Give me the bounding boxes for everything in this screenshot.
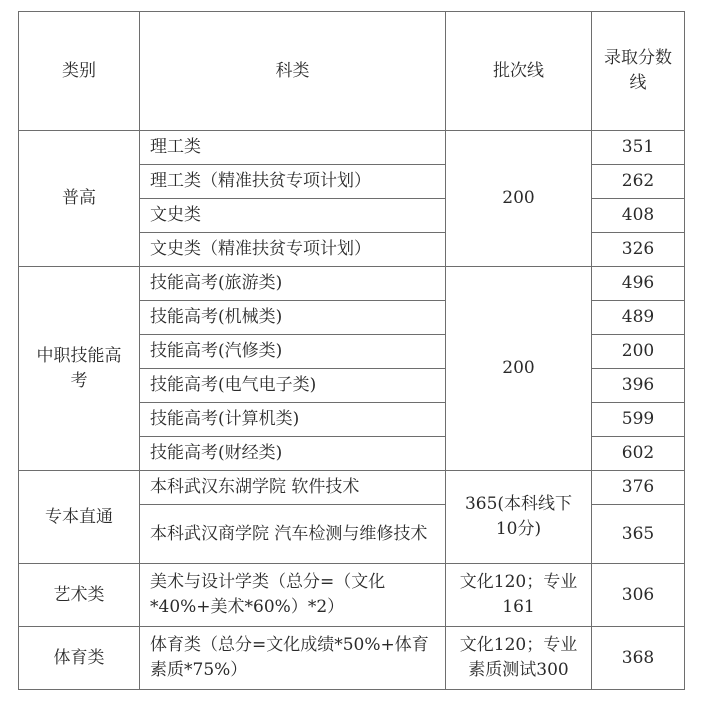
subject-cell: 技能高考(汽修类) [140,335,446,369]
subject-cell: 技能高考(计算机类) [140,403,446,437]
score-cell: 200 [592,335,685,369]
header-category: 类别 [19,12,140,131]
score-cell: 368 [592,627,685,690]
score-cell: 262 [592,165,685,199]
table-row [19,267,685,301]
score-cell: 408 [592,199,685,233]
subject-cell: 技能高考(旅游类) [140,267,446,301]
header-score-line: 录取分数线 [592,12,685,131]
batch-line-cell: 200 [446,267,592,471]
score-cell: 376 [592,471,685,505]
score-cell: 496 [592,267,685,301]
subject-cell: 技能高考(财经类) [140,437,446,471]
subject-cell: 文史类（精准扶贫专项计划） [140,233,446,267]
score-cell: 306 [592,564,685,627]
subject-cell: 技能高考(机械类) [140,301,446,335]
category-cell: 中职技能高考 [19,267,140,471]
batch-line-cell: 200 [446,131,592,267]
score-cell: 599 [592,403,685,437]
category-cell: 艺术类 [19,564,140,627]
batch-line-cell: 文化120；专业素质测试300 [446,627,592,690]
subject-cell: 本科武汉东湖学院 软件技术 [140,471,446,505]
subject-cell: 本科武汉商学院 汽车检测与维修技术 [140,505,446,564]
score-cell: 396 [592,369,685,403]
table-row [19,627,685,690]
score-cell: 351 [592,131,685,165]
subject-cell: 文史类 [140,199,446,233]
batch-line-cell: 365(本科线下10分) [446,471,592,564]
score-cell: 602 [592,437,685,471]
category-cell: 体育类 [19,627,140,690]
table-row [19,471,685,505]
subject-cell: 技能高考(电气电子类) [140,369,446,403]
score-cell: 365 [592,505,685,564]
admission-score-table [18,11,685,690]
table-row [19,131,685,165]
batch-line-cell: 文化120；专业161 [446,564,592,627]
subject-cell: 理工类（精准扶贫专项计划） [140,165,446,199]
score-cell: 489 [592,301,685,335]
header-subject: 科类 [140,12,446,131]
score-cell: 326 [592,233,685,267]
category-cell: 专本直通 [19,471,140,564]
header-batch-line: 批次线 [446,12,592,131]
subject-cell: 理工类 [140,131,446,165]
subject-cell: 体育类（总分=文化成绩*50%+体育素质*75%） [140,627,446,690]
header-row [19,12,685,131]
table-row [19,564,685,627]
category-cell: 普高 [19,131,140,267]
subject-cell: 美术与设计学类（总分=（文化*40%+美术*60%）*2） [140,564,446,627]
